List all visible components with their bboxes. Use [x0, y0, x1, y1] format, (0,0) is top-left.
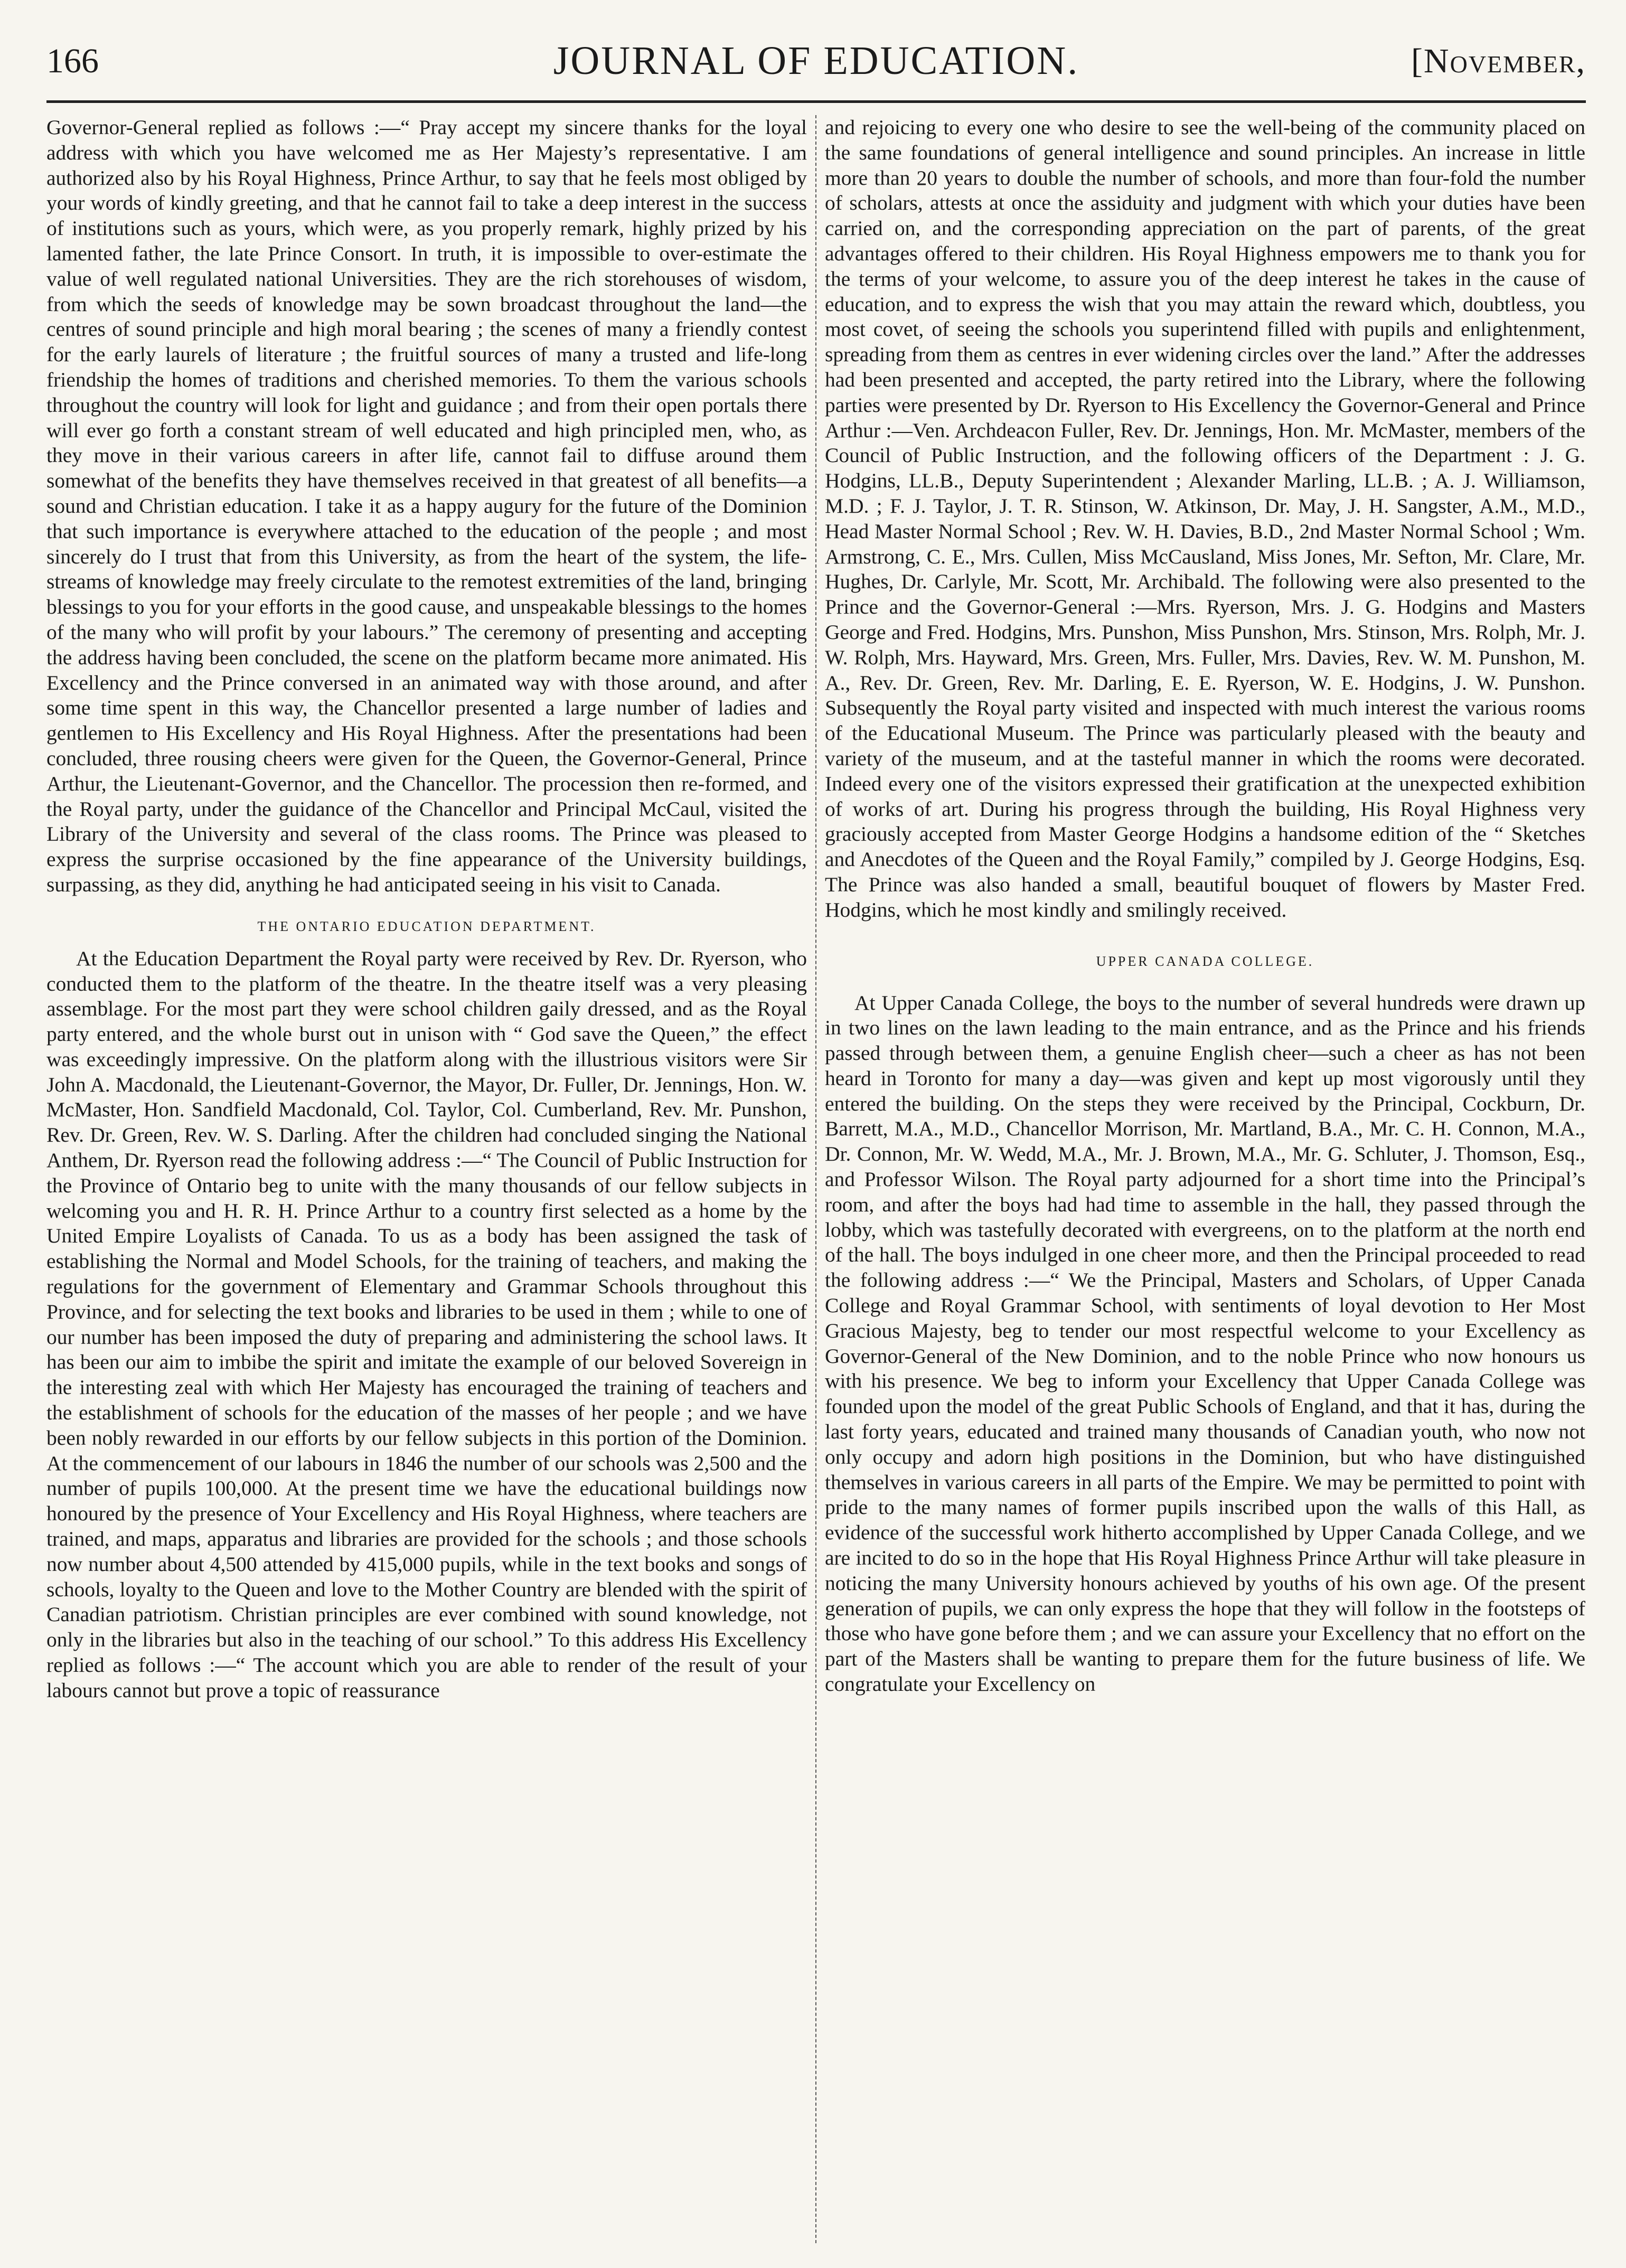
- page-number: 166: [46, 42, 99, 80]
- section-heading-education-department: THE ONTARIO EDUCATION DEPARTMENT.: [257, 918, 596, 934]
- section-heading-upper-canada-college: UPPER CANADA COLLEGE.: [1096, 953, 1314, 969]
- issue-month: [November,: [1411, 42, 1586, 80]
- left-column: [46, 115, 807, 2243]
- column-divider: [815, 115, 816, 2243]
- journal-page: [46, 21, 1586, 2247]
- journal-title: JOURNAL OF EDUCATION.: [553, 39, 1079, 83]
- left-paragraph-address-reply: Governor-General replied as follows :—“ Pray accept my sincere thanks for the loyal address with which you have welcomed me as Her Majesty’s representative. I am authorized also by his Royal Highness, Prince Arthur, to say that he feels most obliged by your words of kindly greeting, and that he cannot fail to take a deep interest in the success of institutions such as yours, which were, as you properly remark, highly prized by his lamented father, the late Prince Consort. In truth, it is impossible to over-estimate the value of well regulated national Universities. They are the rich storehouses of wisdom, from which the seeds of knowledge may be sown broadcast throughout the land—the centres of sound principle and high moral bearing ; the scenes of many a friendly contest for the early laurels of literature ; the fruitful sources of many a trusted and life-long friendship the homes of traditions and cherished memories. To them the various schools throughout the country will look for light and guidance ; and from their open portals there will ever go forth a constant stream of well educated and high principled men, who, as they move in their various careers in after life, cannot fail to diffuse around them somewhat of the benefits they have themselves received in that greatest of all benefits—a sound and Christian education. I take it as a happy augury for the future of the Dominion that such importance is everywhere attached to the education of the people ; and most sincerely do I trust that from this University, as from the heart of the system, the life-streams of knowledge may freely circulate to the remotest extremities of the land, bringing blessings to you for your efforts in the good cause, and unspeakable blessings to the homes of the many who will profit by your labours.” The ceremony of presenting and accepting the address having been concluded, the scene on the platform became more animated. His Excellency and the Prince conversed in an animated way with those around, and after some time spent in this way, the Chancellor presented a large number of ladies and gentlemen to His Excellency and His Royal Highness. After the presentations had been concluded, three rousing cheers were given for the Queen, the Governor-General, Prince Arthur, the Lieutenant-Governor, and the Chancellor. The procession then re-formed, and the Royal party, under the guidance of the Chancellor and Principal McCaul, visited the Library of the University and several of the class rooms. The Prince was pleased to express the surprise occasioned by the fine appearance of the University buildings, surpassing, as they did, anything he had anticipated seeing in his visit to Canada.: [46, 116, 807, 896]
- left-paragraph-education-department: At the Education Department the Royal party were received by Rev. Dr. Ryerson, who conducted them to the platform of the theatre. In the theatre itself was a very pleasing assemblage. For the most part they were school children gaily dressed, and as the Royal party entered, and the whole burst out in unison with “ God save the Queen,” the effect was exceedingly impressive. On the platform along with the illustrious visitors were Sir John A. Macdonald, the Lieutenant-Governor, the Mayor, Dr. Fuller, Dr. Jennings, Hon. W. McMaster, Hon. Sandfield Macdonald, Col. Taylor, Col. Cumberland, Rev. Mr. Punshon, Rev. Dr. Green, Rev. W. S. Darling. After the children had concluded singing the National Anthem, Dr. Ryerson read the following address :—“ The Council of Public Instruction for the Province of Ontario beg to unite with the many thousands of our fellow subjects in welcoming you and H. R. H. Prince Arthur to a country first selected as a home by the United Empire Loyalists of Canada. To us as a body has been assigned the task of establishing the Normal and Model Schools, for the training of teachers, and making the regulations for the government of Elementary and Grammar Schools throughout this Province, and for selecting the text books and libraries to be used in them ; while to one of our number has been imposed the duty of preparing and administering the school laws. It has been our aim to imbibe the spirit and imitate the example of our beloved Sovereign in the interesting zeal with which Her Majesty has encouraged the training of teachers and the establishment of schools for the education of the masses of her people ; and we have been nobly rewarded in our efforts by our fellow subjects in this portion of the Dominion. At the commencement of our labours in 1846 the number of our schools was 2,500 and the number of pupils 100,000. At the present time we have the educational buildings now honoured by the presence of Your Excellency and His Royal Highness, where teachers are trained, and maps, apparatus and libraries are provided for the schools ; and those schools now number about 4,500 attended by 415,000 pupils, while in the text books and songs of schools, loyalty to the Queen and love to the Mother Country are blended with the spirit of Canadian patriotism. Christian principles are ever combined with sound knowledge, not only in the libraries but also in the teaching of our school.” To this address His Excellency replied as follows :—“ The account which you are able to render of the result of your labours cannot but prove a topic of reassurance: [46, 946, 807, 1702]
- right-column: [825, 115, 1585, 2243]
- right-paragraph-upper-canada-college: At Upper Canada College, the boys to the number of several hundreds were drawn up in two lines on the lawn leading to the main entrance, and as the Prince and his friends passed through between them, a genuine English cheer—such a cheer as has not been heard in Toronto for many a day—was given and kept up most vigorously until they entered the building. On the steps they were received by the Principal, Cockburn, Dr. Barrett, M.A., M.D., Chancellor Morrison, Mr. Martland, B.A., Mr. C. H. Connon, M.A., Dr. Connon, Mr. W. Wedd, M.A., Mr. J. Brown, M.A., Mr. G. Schluter, J. Thomson, Esq., and Professor Wilson. The Royal party adjourned for a short time into the Principal’s room, and after the boys had had time to assemble in the hall, they passed through the lobby, which was tastefully decorated with evergreens, on to the platform at the north end of the hall. The boys indulged in one cheer more, and then the Principal proceeded to read the following address :—“ We the Principal, Masters and Scholars, of Upper Canada College and Royal Grammar School, with sentiments of loyal devotion to Her Most Gracious Majesty, beg to tender our most respectful welcome to your Excellency as Governor-General of the New Dominion, and to the noble Prince who now honours us with his presence. We beg to inform your Excellency that Upper Canada College was founded upon the model of the great Public Schools of England, and that it has, during the last forty years, educated and trained many thousands of Canadian youth, who now not only occupy and adorn high positions in the Dominion, but who have distinguished themselves in various careers in all parts of the Empire. We may be permitted to point with pride to the many names of former pupils inscribed upon the walls of this Hall, as evidence of the successful work hitherto accomplished by Upper Canada College, and we are incited to do so in the hope that His Royal Highness Prince Arthur will take pleasure in noticing the many University honours achieved by youths of his own age. Of the present generation of pupils, we can only express the hope that they will follow in the footsteps of those who have gone before them ; and we can assure your Excellency that no effort on the part of the Masters shall be wanting to prepare them for the future business of life. We congratulate your Excellency on: [825, 991, 1585, 1696]
- right-paragraph-reply-continued: and rejoicing to every one who desire to see the well-being of the community placed on the same foundations of general intelligence and sound principles. An increase in little more than 20 years to double the number of schools, and more than four-fold the number of scholars, attests at once the assiduity and judgment with which your duties have been carried on, and the corresponding appreciation on the part of parents, of the great advantages offered to their children. His Royal Highness empowers me to thank you for the terms of your welcome, to assure you of the deep interest he takes in the cause of education, and to express the wish that you may attain the reward which, doubtless, you most covet, of seeing the schools you superintend filled with pupils and enlightenment, spreading from them as centres in ever widening circles over the land.” After the addresses had been presented and accepted, the party retired into the Library, where the following parties were presented by Dr. Ryerson to His Excellency the Governor-General and Prince Arthur :—Ven. Archdeacon Fuller, Rev. Dr. Jennings, Hon. Mr. McMaster, members of the Council of Public Instruction, and the following officers of the Department : J. G. Hodgins, LL.B., Deputy Superintendent ; Alexander Marling, LL.B. ; A. J. Williamson, M.D. ; F. J. Taylor, J. T. R. Stinson, W. Atkinson, Dr. May, J. H. Sangster, A.M., M.D., Head Master Normal School ; Rev. W. H. Davies, B.D., 2nd Master Normal School ; Wm. Armstrong, C. E., Mrs. Cullen, Miss McCausland, Miss Jones, Mr. Sefton, Mr. Clare, Mr. Hughes, Dr. Carlyle, Mr. Scott, Mr. Archibald. The following were also presented to the Prince and the Governor-General :—Mrs. Ryerson, Mrs. J. G. Hodgins and Masters George and Fred. Hodgins, Mrs. Punshon, Miss Punshon, Mrs. Stinson, Mrs. Rolph, Mr. J. W. Rolph, Mrs. Hayward, Mrs. Green, Mrs. Fuller, Mrs. Davies, Rev. W. M. Punshon, M. A., Rev. Dr. Green, Rev. Mr. Darling, E. E. Ryerson, W. E. Hodgins, J. W. Punshon. Subsequently the Royal party visited and inspected with much interest the various rooms of the Educational Museum. The Prince was particularly pleased with the beauty and variety of the museum, and at the tasteful manner in which the rooms were decorated. Indeed every one of the visitors expressed their gratification at the unexpected exhibition of works of art. During his progress through the building, His Royal Highness very graciously accepted from Master George Hodgins a handsome edition of the “ Sketches and Anecdotes of the Queen and the Royal Family,” compiled by J. George Hodgins, Esq. The Prince was also handed a small, beautiful bouquet of flowers by Master Fred. Hodgins, which he most kindly and smilingly received.: [825, 116, 1585, 921]
- text-columns: [46, 115, 1586, 2243]
- page-header: [46, 21, 1586, 103]
